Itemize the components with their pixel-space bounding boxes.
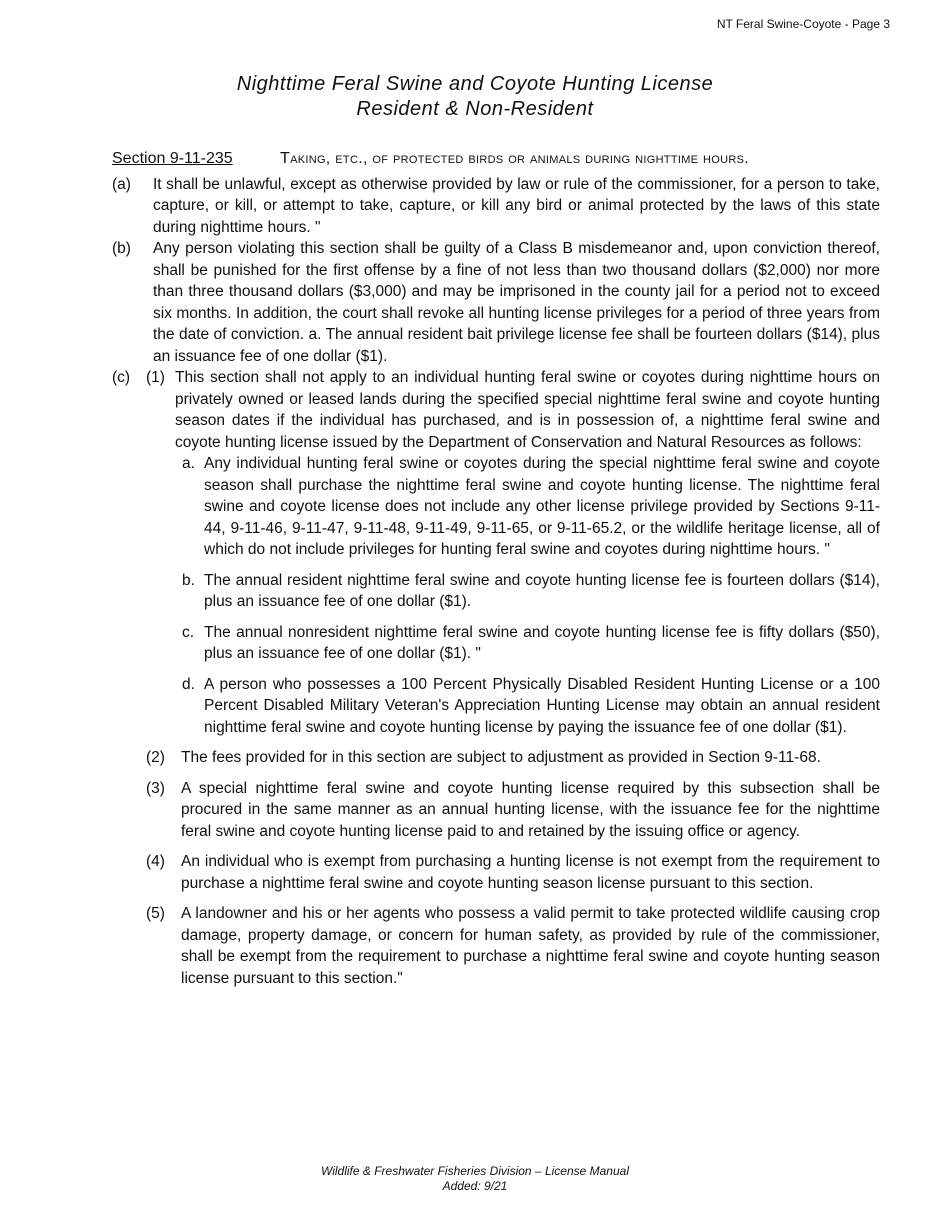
list-item	[182, 674, 880, 739]
item-text: The annual nonresident nighttime feral swine and coyote hunting license fee is fifty dollars ($50), plus an issuance fee of one dollar ($1). "	[204, 623, 880, 662]
list-item	[182, 453, 880, 561]
paragraph-label: (c)	[112, 369, 131, 386]
item-label: b.	[182, 571, 195, 589]
lettered-list	[112, 453, 880, 738]
title-line-2: Resident & Non-Resident	[356, 98, 594, 120]
item-text: A person who possesses a 100 Percent Physically Disabled Resident Hunting License or a 100 Percent Disabled Military Veteran's Appreciation Hunting License may obtain an annual resident nighttime feral swine and coyote hunting license by paying the issuance fee of one dollar ($1).	[204, 675, 880, 736]
item-label: (3)	[146, 779, 165, 797]
paragraph-label: (b)	[112, 240, 131, 257]
paragraph-text: Any person violating this section shall be guilty of a Class B misdemeanor and, upon conviction thereof, shall be punished for the first offense by a fine of not less than two thousand dollars ($2,000) nor more than three thousand dollars ($3,000) and may be imprisoned in the county jail for a period not to exceed six months. In addition, the court shall revoke all hunting license privileges for a period of three years from the date of conviction. a. The annual resident bait privilege license fee shall be fourteen dollars ($14), plus an issuance fee of one dollar ($1).	[153, 240, 880, 365]
paragraph-label: (a)	[112, 175, 131, 193]
numbered-item	[112, 903, 880, 989]
paragraph-a	[112, 174, 880, 239]
page-footer	[0, 1164, 950, 1194]
section-caption: Taking, etc., of protected birds or animals during nighttime hours.	[280, 150, 750, 167]
paragraph-b	[112, 238, 880, 367]
paragraph-text: It shall be unlawful, except as otherwise provided by law or rule of the commissioner, for a person to take, capture, or kill, or attempt to take, capture, or kill any bird or animal protected by the laws of this state during nighttime hours. "	[153, 175, 880, 236]
item-label: (4)	[146, 853, 165, 870]
footer-line-2: Added: 9/21	[442, 1179, 508, 1193]
item-label: d.	[182, 675, 195, 693]
item-text: The fees provided for in this section are subject to adjustment as provided in Section 9-11-68.	[181, 749, 821, 766]
item-text: An individual who is exempt from purchasing a hunting license is not exempt from the requirement to purchase a nighttime feral swine and coyote hunting season license pursuant to this section.	[181, 853, 880, 892]
subparagraph-label: (1)	[146, 369, 165, 386]
page-header: NT Feral Swine-Coyote - Page 3	[716, 17, 890, 31]
item-text: A landowner and his or her agents who possess a valid permit to take protected wildlife causing crop damage, property damage, or concern for human safety, as provided by rule of the commissioner, shall be exempt from the requirement to purchase a nighttime feral swine and coyote hunting season license pursuant to this section."	[181, 905, 880, 987]
document-title	[0, 72, 950, 122]
list-item	[182, 570, 880, 613]
item-label: c.	[182, 623, 195, 641]
item-label: a.	[182, 455, 195, 472]
numbered-item	[112, 778, 880, 843]
item-label: (2)	[146, 749, 165, 766]
item-label: (5)	[146, 905, 165, 922]
numbered-item	[112, 851, 880, 894]
item-text: Any individual hunting feral swine or coyotes during the special nighttime feral swine and coyote season shall purchase the nighttime feral swine and coyote hunting license. The nighttime feral swine and coyote license does not include any other license privilege provided by Sections 9-11-44, 9-11-46, 9-11-47, 9-11-48, 9-11-49, 9-11-65, or 9-11-65.2, or the wildlife heritage license, all of which do not include privileges for hunting feral swine and coyotes during nighttime hours. "	[204, 455, 880, 558]
list-item	[182, 622, 880, 665]
section-heading	[112, 148, 880, 170]
item-text: The annual resident nighttime feral swine and coyote hunting license fee is fourteen dollars ($14), plus an issuance fee of one dollar ($1).	[204, 571, 880, 610]
numbered-item	[112, 747, 880, 769]
footer-line-1: Wildlife & Freshwater Fisheries Division – License Manual	[320, 1164, 629, 1178]
paragraph-text: This section shall not apply to an individual hunting feral swine or coyotes during nighttime hours on privately owned or leased lands during the specified special nighttime feral swine and coyote hunting season dates if the individual has purchased, and is in possession of, a nighttime feral swine and coyote hunting license issued by the Department of Conservation and Natural Resources as follows:	[175, 369, 880, 451]
title-line-1: Nighttime Feral Swine and Coyote Hunting License	[236, 73, 714, 95]
paragraph-c	[112, 367, 880, 453]
item-text: A special nighttime feral swine and coyote hunting license required by this subsection shall be procured in the same manner as an annual hunting license, with the issuance fee for the nighttime feral swine and coyote hunting license paid to and retained by the issuing office or agency.	[181, 779, 880, 840]
section-number: Section 9-11-235	[112, 150, 233, 167]
document-body	[112, 148, 880, 989]
